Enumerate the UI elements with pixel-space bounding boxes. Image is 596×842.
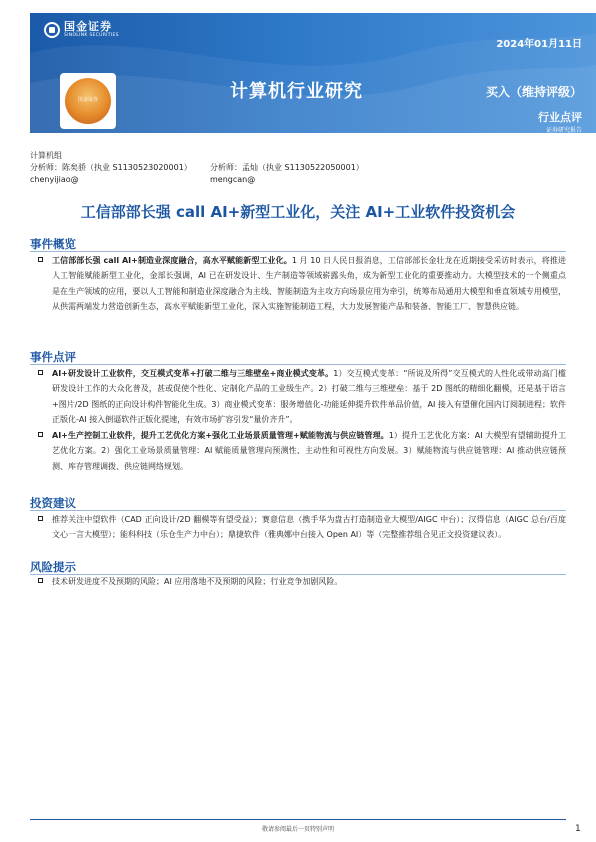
analyst-2: 分析师：孟灿（执业 S1130522050001） [210,163,364,172]
bullet-square-icon [38,516,43,521]
bullet-square-icon [38,370,43,375]
comment-item-2: AI+生产控制工业软件，提升工艺优化方案+强化工业场景质量管理+赋能物流与供应链管理。1）提升工艺优化方案：AI 大模型有望辅助提升工艺优化方案。2）强化工业场景质量管理：AI 赋能质量管理向预测性、主动性和可视性方向发展。3）赋能物流与供应链管理：AI 推动供应链预测、库存管理调拨、供应链网络规划。 [38,428,566,474]
bullet-square-icon [38,432,43,437]
section-divider [30,364,566,365]
section-title-risk: 风险提示 [30,560,76,574]
report-date: 2024年01月11日 [496,39,582,50]
qr-code [60,73,116,129]
bullet-square-icon [38,578,43,583]
section-title-comment: 事件点评 [30,350,76,364]
page-number: 1 [575,824,581,834]
logo-english-name: SINOLINK SECURITIES [64,33,119,38]
report-title: 计算机行业研究 [230,81,363,102]
footer-disclaimer[interactable]: 敬请参阅最后一页特别声明 [261,826,334,833]
overview-item: 工信部部长强 call AI+制造业深度融合，高水平赋能新型工业化。1 月 10 日人民日报消息，工信部部长金壮龙在近期接受采访时表示，将推进人工智能赋能新型工业化，金部长强调，AI 已在研发设计、生产制造等领域崭露头角，成为新型工业化的重要推动力。大模型技术的一个侧重点是在生产领域的应用，要以人工智能和制造业深度融合为主线、智能制造为主攻方向场景应用为牵引，统筹布局通用大模型和垂直领域专用模型，从供需两端发力营造创新生态，高水平赋能新型工业化，深入实施智能制造工程，大力发展智能产品和装备、智能工厂、智慧供应链。 [38,253,566,314]
analyst-2-email[interactable]: mengcan@ [210,175,256,184]
section-title-advice: 投资建议 [30,496,76,510]
bullet-square-icon [38,257,43,262]
logo-mark-icon [44,22,60,38]
comment-item-1: AI+研发设计工业软件，交互模式变革+打破二维与三维壁垒+商业模式变革。1）交互模式变革：“所说及所得”交互模式的人性化或带动高门槛研发设计工作的大众化普及，甚或促使个性化、定制化产品的工业级生产。2）打破二维与三维壁垒：基于 2D 图纸的精细化翻模，还是基于语言+图片/2D 图纸的正向设计构件智能化生成。3）商业模式变革：服务增值化-功能延伸提升软件单品价值，AI 接入有望催化国内订阅制进程；软件正版化-AI 接入倒逼软件正版化提速，有效市场扩容引发“量价齐升”。 [38,366,566,427]
headline: 工信部部长强 call AI+新型工业化，关注 AI+工业软件投资机会 [80,203,516,221]
rating-badge: 买入（维持评级） [485,85,582,99]
footer-divider [30,819,566,820]
logo-chinese-name: 国金证券 [64,20,112,33]
report-banner [30,13,596,133]
risk-item: 技术研发进度不及预期的风险；AI 应用落地不及预期的风险；行业竞争加剧风险。 [38,574,566,589]
analyst-group: 计算机组 [30,151,62,160]
section-divider [30,510,566,511]
qr-center-logo: 国金证券 [65,78,111,124]
report-type: 行业点评 [538,111,582,124]
advice-item: 推荐关注中望软件（CAD 正向设计/2D 翻模等有望受益）；赛意信息（携手华为盘古打造制造业大模型/AIGC 中台）；汉得信息（AIGC 总台/百度文心一言大模型）；能科科技（乐仓生产力中台）；鼎捷软件（雅典娜中台接入 Open AI）等（完整推荐组合见正文投资建议表）。 [38,512,566,543]
section-title-overview: 事件概览 [30,237,76,251]
analyst-1-email[interactable]: chenyijiao@ [30,175,79,184]
analyst-1: 分析师：陈矣骄（执业 S1130523020001） [30,163,192,172]
section-divider [30,251,566,252]
analyst-info [30,150,364,186]
company-logo [44,21,119,39]
report-type-sub: 证券研究报告 [545,127,582,133]
